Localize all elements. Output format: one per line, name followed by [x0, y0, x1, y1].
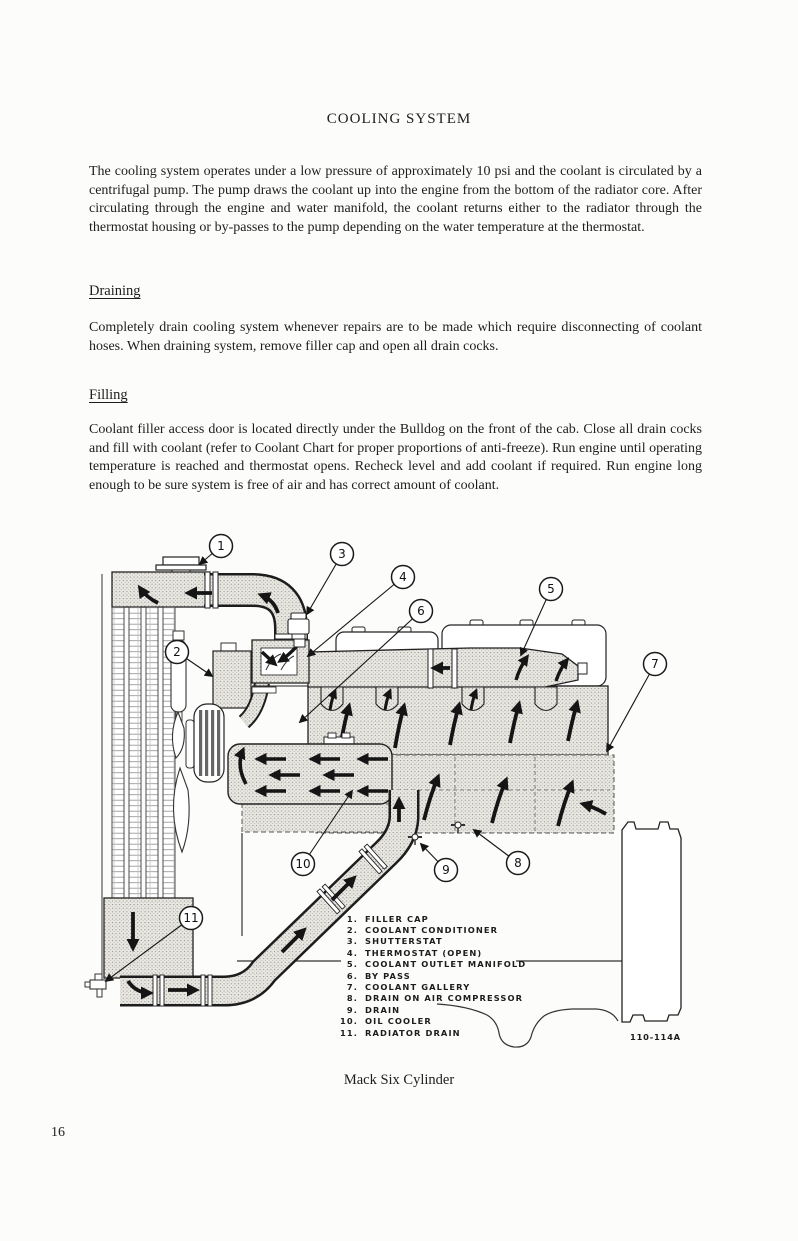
cooling-system-figure: [0, 530, 798, 1075]
svg-text:3: 3: [338, 547, 346, 561]
legend-item: 2. COOLANT CONDITIONER: [346, 925, 499, 936]
flywheel-housing: [622, 822, 681, 1022]
coolant-conditioner: [213, 643, 251, 708]
svg-text:1: 1: [217, 539, 225, 553]
legend-item: 1. FILLER CAP: [346, 913, 429, 924]
callout-10: [292, 853, 315, 876]
callout-2: [166, 641, 189, 664]
callout-1: [210, 535, 233, 558]
page-title: COOLING SYSTEM: [326, 111, 472, 127]
section-heading-draining: Draining: [89, 283, 141, 299]
water-pump-pulley: [186, 704, 224, 782]
legend-item: 10. OIL COOLER: [340, 1016, 432, 1027]
callout-8: [507, 852, 530, 875]
radiator: [85, 557, 210, 997]
svg-text:11: 11: [183, 911, 199, 925]
figure-caption: Mack Six Cylinder: [343, 1072, 455, 1088]
svg-text:5: 5: [547, 582, 555, 596]
callout-11: [180, 907, 203, 930]
legend-item: 6. BY PASS: [346, 970, 411, 981]
intro-paragraph: The cooling system operates under a low pressure of approximately 10 psi and the coolant is circulated by a centrifugal pump. The pump draws the coolant up into the engine from the bottom of the radiator core. After circulating through the engine and water manifold, the coolant returns either to the radiator through the thermostat housing or by-passes to the pump depending on the water temperature at the thermostat.: [89, 164, 702, 235]
svg-text:9: 9: [442, 863, 450, 877]
oil-cooler: [228, 733, 392, 832]
callout-7: [644, 653, 667, 676]
svg-text:2: 2: [173, 645, 181, 659]
svg-text:4: 4: [399, 570, 407, 584]
legend-item: 3. SHUTTERSTAT: [346, 936, 443, 947]
callout-6: [410, 600, 433, 623]
callout-5: [540, 578, 563, 601]
figure-legend: [340, 913, 526, 1038]
svg-text:8: 8: [514, 856, 522, 870]
legend-item: 5. COOLANT OUTLET MANIFOLD: [346, 959, 527, 970]
leader-7: [607, 664, 655, 751]
callout-9: [435, 859, 458, 882]
legend-item: 8. DRAIN ON AIR COMPRESSOR: [346, 993, 524, 1004]
page-number: 16: [51, 1125, 65, 1140]
draining-paragraph: Completely drain cooling system whenever repairs are to be made which require disconnecting of coolant hoses. When draining system, remove filler cap and open all drain cocks.: [89, 320, 702, 354]
callout-4: [392, 566, 415, 589]
callout-3: [331, 543, 354, 566]
legend-item: 7. COOLANT GALLERY: [346, 982, 471, 993]
svg-text:6: 6: [417, 604, 425, 618]
filling-paragraph: Coolant filler access door is located directly under the Bulldog on the front of the cab. Close all drain cocks and fill with coolant (refer to Coolant Chart for proper proportions of anti-freeze). Run engine until operating temperature is reached and thermostat opens. Recheck level and add coolant if required. Run engine long enough to be sure system is free of air and has correct amount of coolant.: [89, 422, 702, 493]
radiator-drain: [85, 974, 106, 997]
legend-item: 4. THERMOSTAT (OPEN): [346, 947, 483, 958]
svg-text:7: 7: [651, 657, 659, 671]
figure-code: 110-114A: [630, 1032, 681, 1042]
legend-item: 11. RADIATOR DRAIN: [340, 1027, 461, 1038]
svg-text:10: 10: [295, 857, 311, 871]
legend-item: 9. DRAIN: [346, 1004, 401, 1015]
section-heading-filling: Filling: [89, 387, 128, 403]
